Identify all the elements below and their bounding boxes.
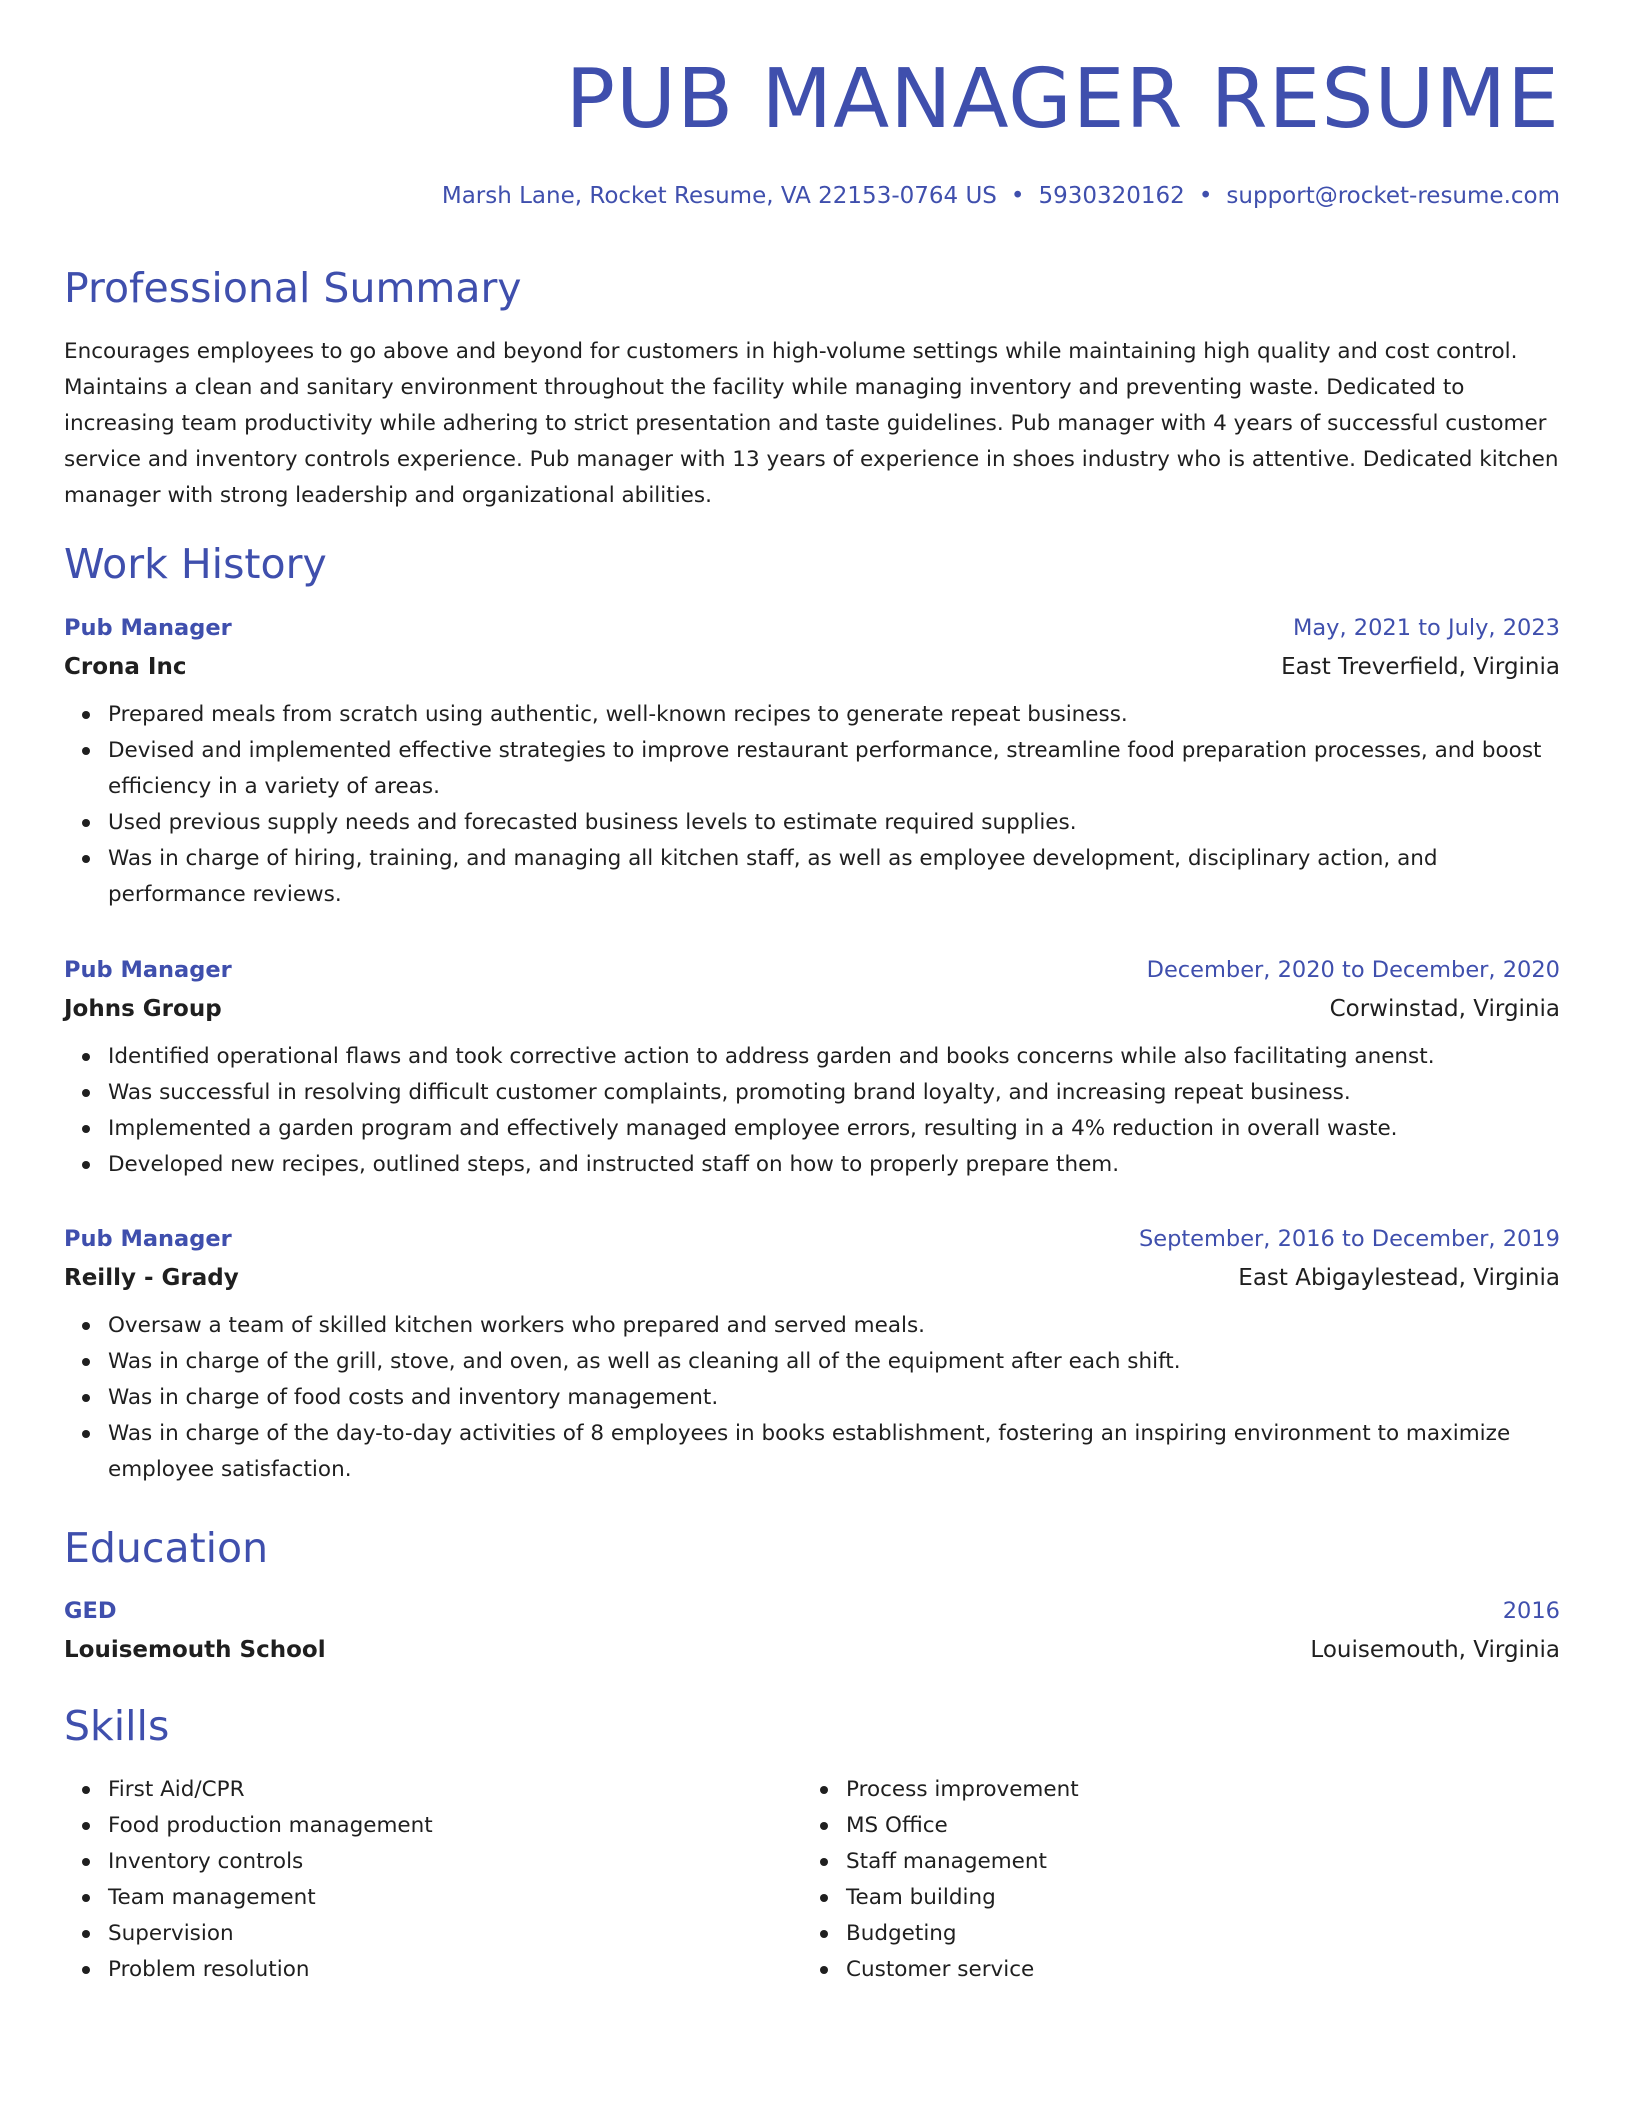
education-degree: GED [64,1598,117,1624]
skills-heading: Skills [64,1702,170,1750]
education-header-row [64,1592,1560,1630]
skills-column-right [802,1772,1540,1988]
contact-line [442,180,1560,212]
skill-item: Problem resolution [108,1952,802,1988]
job-entry [64,609,1560,913]
education-school-row [64,1630,1560,1670]
contact-email: support@rocket-resume.com [1226,183,1560,209]
skill-item: Team building [846,1880,1540,1916]
job-role: Pub Manager [64,615,232,641]
contact-separator: • [1198,183,1213,209]
job-header-row [64,951,1560,989]
job-header-row [64,609,1560,647]
work-history-heading: Work History [64,540,327,588]
skills-column-left [64,1772,802,1988]
job-bullet: Devised and implemented effective strategies to improve restaurant performance, streamline food preparation processes, and boost efficiency in a variety of areas. [108,733,1560,805]
skill-item: Budgeting [846,1916,1540,1952]
job-bullet: Oversaw a team of skilled kitchen workers who prepared and served meals. [108,1308,1560,1344]
job-location: East Abigaylestead, Virginia [1238,1265,1560,1291]
job-dates: December, 2020 to December, 2020 [1146,957,1560,983]
education-school: Louisemouth School [64,1637,326,1663]
job-bullet: Prepared meals from scratch using authentic, well-known recipes to generate repeat business. [108,697,1560,733]
job-bullet: Was in charge of food costs and inventory management. [108,1380,1560,1416]
skills-list [64,1772,1560,1988]
education-entry [64,1592,1560,1670]
job-company: Crona Inc [64,654,187,680]
skill-item: MS Office [846,1808,1540,1844]
job-location: Corwinstad, Virginia [1329,996,1560,1022]
job-header-row [64,1220,1560,1258]
job-bullet: Was in charge of the day-to-day activities of 8 employees in books establishment, fostering an inspiring environment to maximize employee satisfaction. [108,1416,1560,1488]
education-heading: Education [64,1524,269,1572]
job-bullets [64,1308,1560,1488]
contact-phone: 5930320162 [1038,183,1185,209]
job-bullets [64,1039,1560,1183]
skill-item: Team management [108,1880,802,1916]
skill-item: Inventory controls [108,1844,802,1880]
contact-address: Marsh Lane, Rocket Resume, VA 22153-0764 US [441,183,997,209]
job-bullet: Implemented a garden program and effectively managed employee errors, resulting in a 4% reduction in overall waste. [108,1111,1560,1147]
skill-item: Supervision [108,1916,802,1952]
skill-item: Staff management [846,1844,1540,1880]
job-role: Pub Manager [64,957,232,983]
job-dates: May, 2021 to July, 2023 [1292,615,1560,641]
job-company: Reilly - Grady [64,1265,239,1291]
job-bullets [64,697,1560,913]
education-location: Louisemouth, Virginia [1310,1637,1560,1663]
job-company-row [64,647,1560,687]
skill-item: First Aid/CPR [108,1772,802,1808]
skill-item: Process improvement [846,1772,1540,1808]
job-role: Pub Manager [64,1226,232,1252]
contact-separator: • [1010,183,1025,209]
summary-text: Encourages employees to go above and beyond for customers in high-volume settings while maintaining high quality and cost control. Maintains a clean and sanitary environment throughout the facility while managing inventory and preventing waste. Dedicated to increasing team productivity while adhering to strict presentation and taste guidelines. Pub manager with 4 years of successful customer service and inventory controls experience. Pub manager with 13 years of experience in shoes industry who is attentive. Dedicated kitchen manager with strong leadership and organizational abilities. [64,339,1559,508]
education-year: 2016 [1502,1598,1560,1624]
job-entry [64,1220,1560,1488]
job-bullet: Was successful in resolving difficult customer complaints, promoting brand loyalty, and increasing repeat business. [108,1075,1560,1111]
job-company: Johns Group [64,996,222,1022]
skill-item: Customer service [846,1952,1540,1988]
job-bullet: Was in charge of the grill, stove, and oven, as well as cleaning all of the equipment after each shift. [108,1344,1560,1380]
job-bullet: Used previous supply needs and forecasted business levels to estimate required supplies. [108,805,1560,841]
job-entry [64,951,1560,1183]
job-bullet: Developed new recipes, outlined steps, and instructed staff on how to properly prepare them. [108,1147,1560,1183]
job-location: East Treverfield, Virginia [1281,654,1560,680]
job-company-row [64,1258,1560,1298]
skill-item: Food production management [108,1808,802,1844]
job-bullet: Identified operational flaws and took corrective action to address garden and books concerns while also facilitating anenst. [108,1039,1560,1075]
job-company-row [64,989,1560,1029]
job-dates: September, 2016 to December, 2019 [1138,1226,1560,1252]
summary-heading: Professional Summary [64,264,522,312]
resume-title: PUB MANAGER RESUME [565,52,1560,147]
job-bullet: Was in charge of hiring, training, and managing all kitchen staff, as well as employee development, disciplinary action, and performance reviews. [108,841,1560,913]
